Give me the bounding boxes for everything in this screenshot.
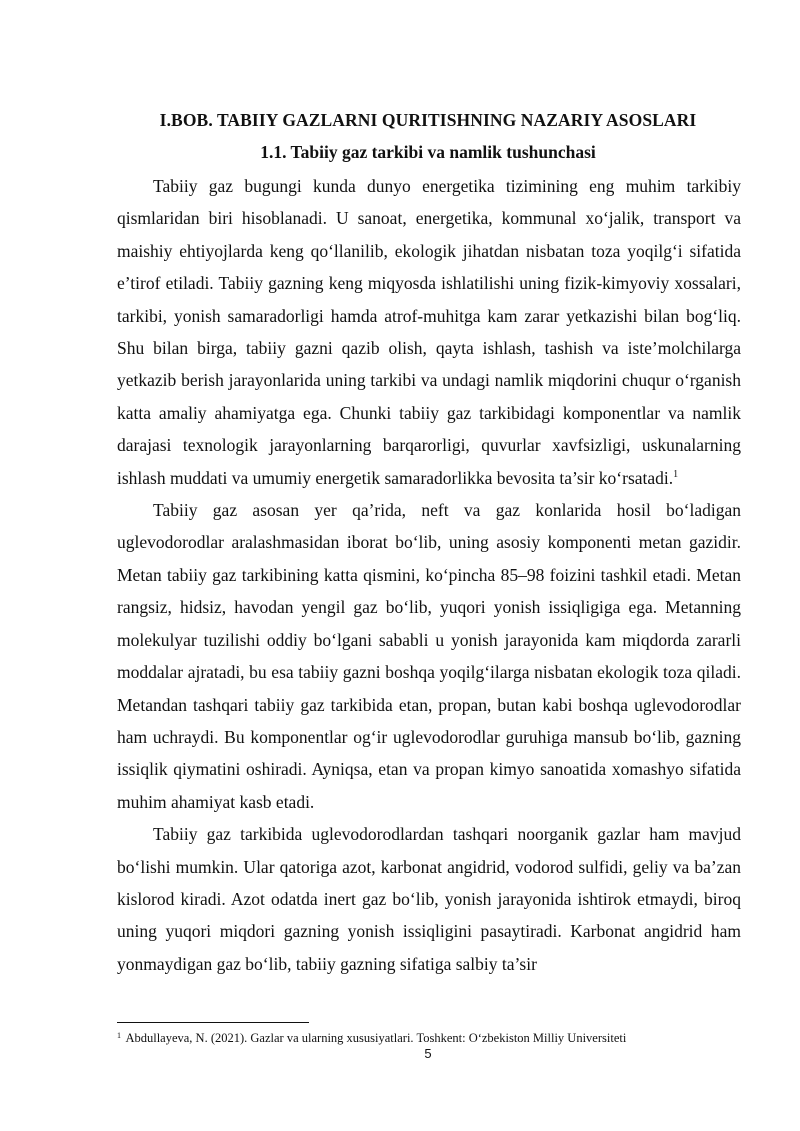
body-text: [117, 170, 741, 980]
page-number: 5: [424, 1046, 432, 1061]
section-title: 1.1. Tabiiy gaz tarkibi va namlik tushunchasi: [260, 142, 596, 162]
paragraph-text: Tabiiy gaz bugungi kunda dunyo energetika tizimining eng muhim tarkibiy qismlaridan biri hisoblanadi. U sanoat, energetika, kommunal xo‘jalik, transport va maishiy ehtiyojlarda keng qo‘llanilib, ekologik jihatdan nisbatan toza yoqilg‘i sifatida e’tirof etiladi. Tabiiy gazning keng miqyosda ishlatilishi uning fizik-kimyoviy xossalari, tarkibi, yonish samaradorligi hamda atrof-muhitga kam zarar yetkazishi bilan bog‘liq. Shu bilan birga, tabiiy gazni qazib olish, qayta ishlash, tashish va iste’molchilarga yetkazib berish jarayonlarida uning tarkibi va undagi namlik miqdorini chuqur o‘rganish katta amaliy ahamiyatga ega. Chunki tabiiy gaz tarkibidagi komponentlar va namlik darajasi texnologik jarayonlarning barqarorligi, quvurlar xavfsizligi, uskunalarning ishlash muddati va umumiy energetik samaradorlikka bevosita ta’sir ko‘rsatadi.: [117, 176, 741, 488]
paragraph: Tabiiy gaz tarkibida uglevodorodlardan tashqari noorganik gazlar ham mavjud bo‘lishi mumkin. Ular qatoriga azot, karbonat angidrid, vodorod sulfidi, geliy va ba’zan kislorod kiradi. Azot odatda inert gaz bo‘lib, yonish jarayonida ishtirok etmaydi, biroq uning yuqori miqdori gazning yonish issiqligini pasaytiradi. Karbonat angidrid ham yonmaydigan gaz bo‘lib, tabiiy gazning sifatiga salbiy ta’sir: [117, 824, 741, 974]
footnote: [117, 1030, 757, 1046]
footnote-reference[interactable]: 1: [673, 468, 679, 480]
paragraph: [117, 170, 741, 494]
paragraph: Tabiiy gaz asosan yer qa’rida, neft va gaz konlarida hosil bo‘ladigan uglevodorodlar aralashmasidan iborat bo‘lib, uning asosiy komponenti metan gazidir. Metan tabiiy gaz tarkibining katta qismini, ko‘pincha 85–98 foizini tashkil etadi. Metan rangsiz, hidsiz, havodan yengil gaz bo‘lib, yuqori yonish issiqligiga ega. Metanning molekulyar tuzilishi oddiy bo‘lgani sababli u yonish jarayonida kam miqdorda zararli moddalar ajratadi, bu esa tabiiy gazni boshqa yoqilg‘ilarga nisbatan ekologik toza qiladi. Metandan tashqari tabiiy gaz tarkibida etan, propan, butan kabi boshqa uglevodorodlar ham uchraydi. Bu komponentlar og‘ir uglevodorodlar guruhiga mansub bo‘lib, gazning issiqlik qiymatini oshiradi. Ayniqsa, etan va propan kimyo sanoatida xomashyo sifatida muhim ahamiyat kasb etadi.: [117, 500, 741, 812]
footnote-number: 1: [117, 1031, 121, 1040]
footnote-text: Abdullayeva, N. (2021). Gazlar va ularning xususiyatlari. Toshkent: O‘zbekiston Milliy Universiteti: [125, 1031, 627, 1045]
footnote-divider: [117, 1022, 309, 1023]
chapter-title: I.BOB. TABIIY GAZLARNI QURITISHNING NAZARIY ASOSLARI: [159, 110, 697, 130]
